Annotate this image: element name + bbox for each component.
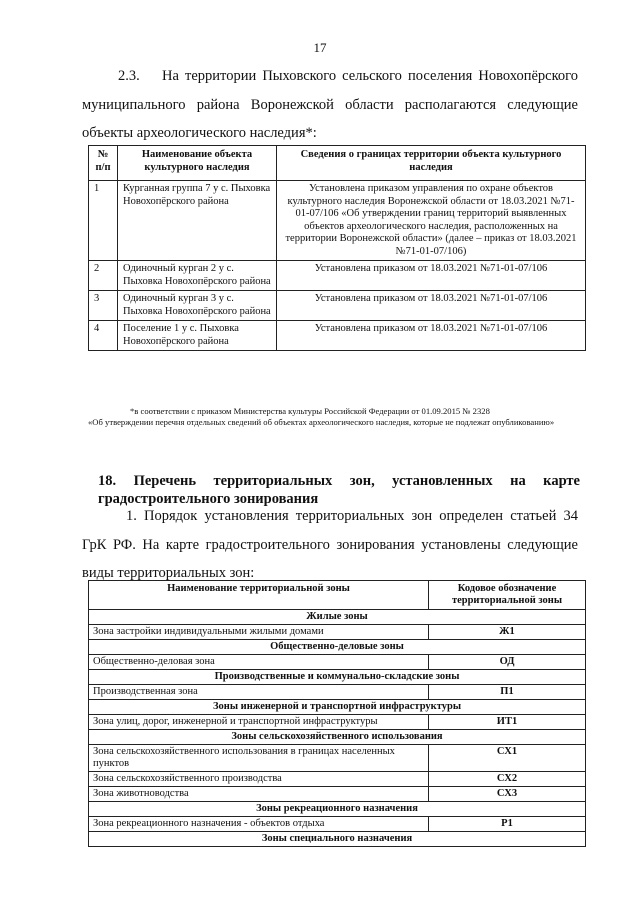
row-info: Установлена приказом управления по охране объектов культурного наследия Воронежской области от 18.03.2021 №71-01-07/106 «Об утверждении границ территорий выявленных объектов археологического наследия, расположенных на территории Воронежской области» (далее – приказ от 18.03.2021 №71-01-07/106)	[277, 181, 586, 261]
header-name: Наименование объекта культурного наследия	[118, 146, 277, 181]
zone-name: Зона застройки индивидуальными жилыми домами	[89, 625, 429, 640]
row-name: Поселение 1 у с. Пыховка Новохопёрского района	[118, 321, 277, 351]
zone-code: Р1	[429, 817, 586, 832]
section-18-text: 1. Порядок установления территориальных зон определен статьей 34 ГрК РФ. На карте градостроительного зонирования установлены следующие виды территориальных зон:	[82, 508, 578, 581]
row-number: 2	[89, 261, 118, 291]
zone-name: Зона улиц, дорог, инженерной и транспортной инфраструктуры	[89, 715, 429, 730]
heritage-table	[88, 145, 586, 351]
zone-section-row	[89, 802, 586, 817]
zone-section-title: Зоны инженерной и транспортной инфраструктуры	[89, 700, 586, 715]
header-num: № п/п	[89, 146, 118, 181]
section-18-title: 18. Перечень территориальных зон, установленных на карте градостроительного зонирования	[98, 473, 580, 507]
zones-table-header	[89, 581, 586, 610]
zone-name: Производственная зона	[89, 685, 429, 700]
table-row	[89, 787, 586, 802]
zone-section-row	[89, 700, 586, 715]
zone-section-row	[89, 640, 586, 655]
zone-code: СХ2	[429, 772, 586, 787]
zone-section-title: Производственные и коммунально-складские зоны	[89, 670, 586, 685]
zone-section-title: Общественно-деловые зоны	[89, 640, 586, 655]
zone-section-row	[89, 670, 586, 685]
intro-number: 2.3.	[118, 68, 140, 84]
zone-name: Зона сельскохозяйственного использования в границах населенных пунктов	[89, 745, 429, 772]
table-row	[89, 685, 586, 700]
table-row	[89, 817, 586, 832]
table-row	[89, 745, 586, 772]
zones-table	[88, 580, 586, 847]
zones-table-body	[89, 610, 586, 847]
footnote	[88, 406, 586, 427]
zone-code: СХ1	[429, 745, 586, 772]
table-row	[89, 715, 586, 730]
zone-name: Зона рекреационного назначения - объектов отдыха	[89, 817, 429, 832]
zone-code: ИТ1	[429, 715, 586, 730]
zone-code: ОД	[429, 655, 586, 670]
table-row	[89, 772, 586, 787]
zone-section-title: Зоны специального назначения	[89, 832, 586, 847]
row-number: 1	[89, 181, 118, 261]
row-info: Установлена приказом от 18.03.2021 №71-01-07/106	[277, 291, 586, 321]
page-number: 17	[313, 40, 327, 55]
heritage-table-header	[89, 146, 586, 181]
zone-section-title: Зоны рекреационного назначения	[89, 802, 586, 817]
row-info: Установлена приказом от 18.03.2021 №71-01-07/106	[277, 261, 586, 291]
heritage-table-body	[89, 181, 586, 351]
table-row	[89, 261, 586, 291]
table-row	[89, 321, 586, 351]
zone-name: Зона сельскохозяйственного производства	[89, 772, 429, 787]
row-name: Одиночный курган 2 у с. Пыховка Новохопёрского района	[118, 261, 277, 291]
intro-text: На территории Пыховского сельского поселения Новохопёрского муниципального района Воронежской области располагаются следующие объекты археологического наследия*:	[82, 68, 578, 141]
zone-name: Зона животноводства	[89, 787, 429, 802]
footnote-line1: *в соответствии с приказом Министерства культуры Российской Федерации от 01.09.2015 № 2328	[130, 406, 490, 416]
table-row	[89, 181, 586, 261]
zone-code: П1	[429, 685, 586, 700]
row-name: Курганная группа 7 у с. Пыховка Новохопёрского района	[118, 181, 277, 261]
table-row	[89, 291, 586, 321]
zone-section-title: Жилые зоны	[89, 610, 586, 625]
footnote-line2: «Об утверждении перечня отдельных сведений об объектах археологического наследия, которые не подлежат опубликованию»	[88, 416, 555, 427]
zone-code: СХ3	[429, 787, 586, 802]
zone-section-row	[89, 610, 586, 625]
header-zone-code: Кодовое обозначение территориальной зоны	[429, 581, 586, 610]
row-name: Одиночный курган 3 у с. Пыховка Новохопёрского района	[118, 291, 277, 321]
zone-name: Общественно-деловая зона	[89, 655, 429, 670]
zone-code: Ж1	[429, 625, 586, 640]
header-info: Сведения о границах территории объекта культурного наследия	[277, 146, 586, 181]
row-number: 3	[89, 291, 118, 321]
section-18-paragraph	[82, 502, 578, 588]
row-number: 4	[89, 321, 118, 351]
table-row	[89, 625, 586, 640]
zone-section-row	[89, 730, 586, 745]
table-row	[89, 655, 586, 670]
row-info: Установлена приказом от 18.03.2021 №71-01-07/106	[277, 321, 586, 351]
header-zone-name: Наименование территориальной зоны	[89, 581, 429, 610]
zone-section-row	[89, 832, 586, 847]
zone-section-title: Зоны сельскохозяйственного использования	[89, 730, 586, 745]
intro-paragraph	[82, 62, 578, 148]
